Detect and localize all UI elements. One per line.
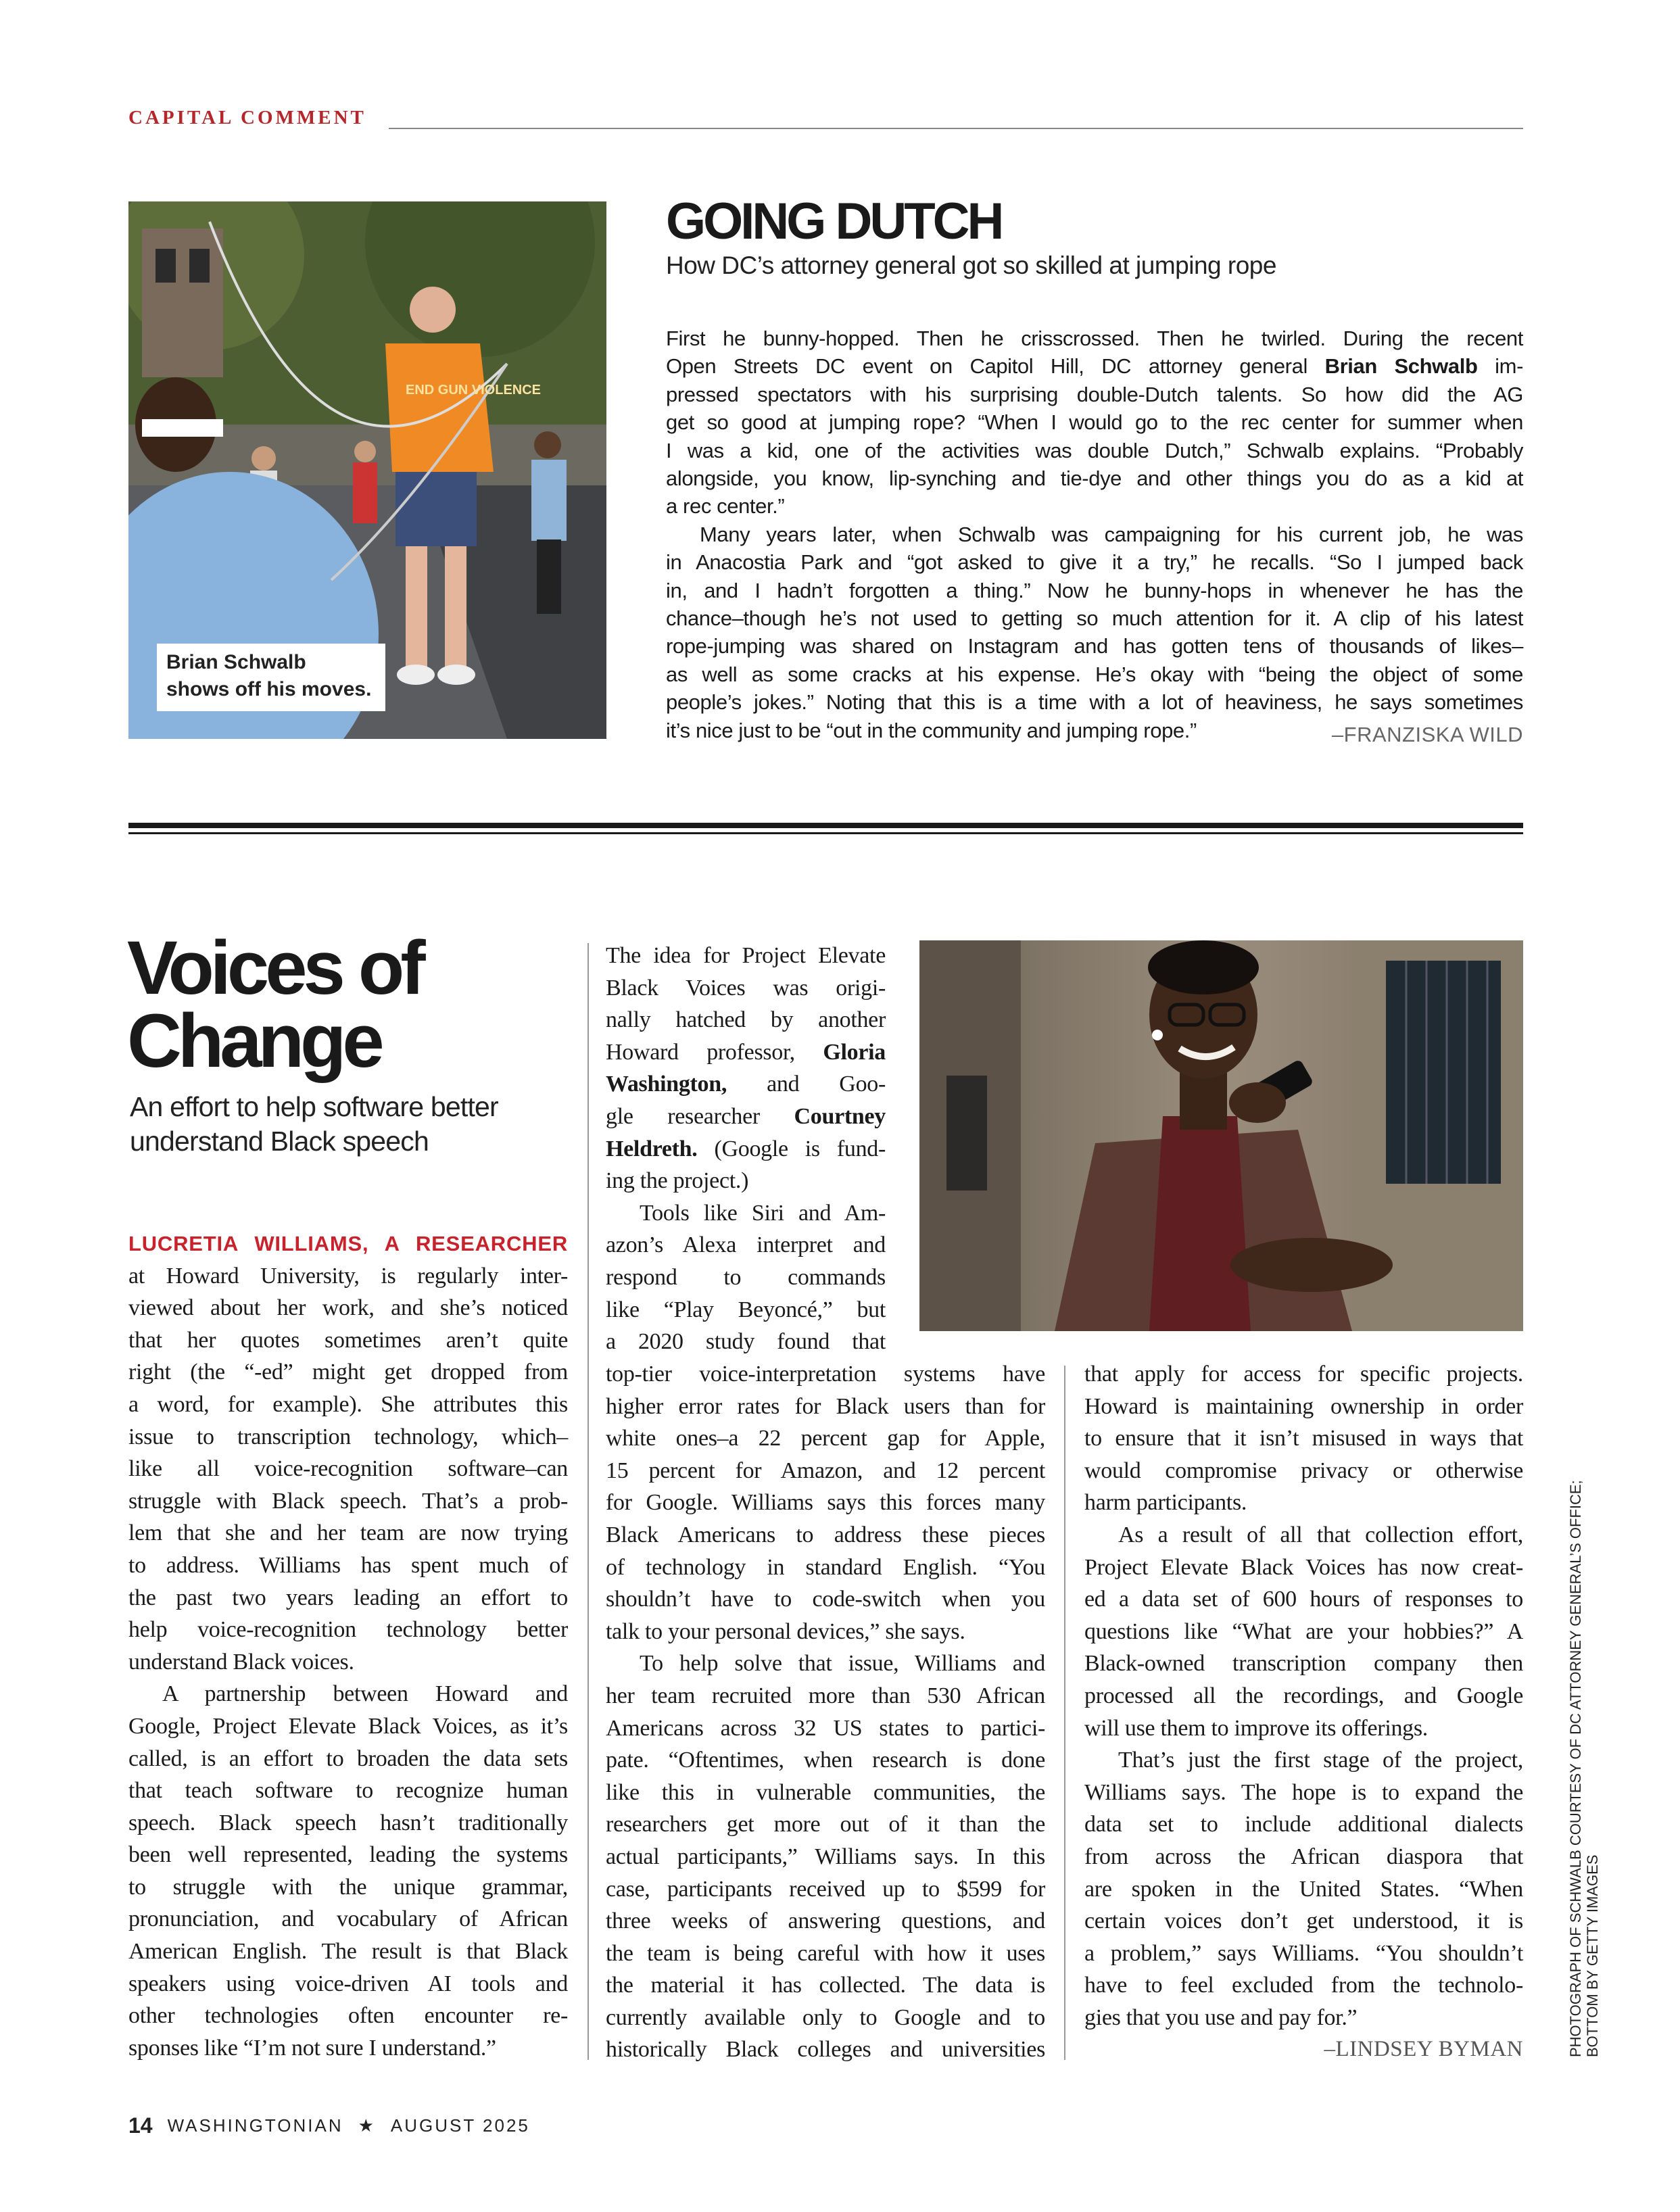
caption-line: Brian Schwalb	[166, 651, 306, 673]
text-line: lem that she and her team are now trying	[128, 1520, 568, 1546]
text-line: sponses like “I’m not sure I understand.”	[128, 2035, 496, 2061]
article-deck: How DC’s attorney general got so skilled at jumping rope	[666, 251, 1276, 279]
text-line: get so good at jumping rope? “When I would go to the rec center for summer when	[666, 410, 1523, 435]
text-line: a problem,” says Williams. “You shouldn’t	[1084, 1940, 1523, 1966]
bold-name: Heldreth.	[606, 1136, 698, 1161]
publication-name: WASHINGTONIAN	[167, 2115, 343, 2136]
text-line: the past two years leading an effort to	[128, 1585, 568, 1610]
title-line: Change	[127, 999, 381, 1083]
text-line: researchers get more out of it than the	[606, 1812, 1045, 1837]
text-line: talk to your personal devices,” she says.	[606, 1618, 965, 1644]
text-line: case, participants received up to $599 for	[606, 1876, 1045, 1902]
article-title: GOING DUTCH	[666, 193, 1002, 250]
text-line: from across the African diaspora that	[1084, 1844, 1523, 1869]
text-line: ing the project.)	[606, 1168, 749, 1194]
text-line: 15 percent for Amazon, and 12 percent	[606, 1458, 1045, 1483]
photo-credit	[1567, 1480, 1601, 2057]
bold-name: Brian Schwalb	[1324, 354, 1478, 379]
article-deck: An effort to help software better understand Black speech	[130, 1091, 498, 1157]
text-line: it’s nice just to be “out in the community and jumping rope.”	[666, 718, 1197, 742]
text-line: would compromise privacy or otherwise	[1084, 1458, 1523, 1483]
text-line: speakers using voice-driven AI tools and	[128, 1971, 568, 1996]
text-line: will use them to improve its offerings.	[1084, 1715, 1428, 1741]
title-line: Voices of	[127, 925, 422, 1010]
text-line: that her quotes sometimes aren’t quite	[128, 1327, 568, 1353]
text-line: that teach software to recognize human	[128, 1778, 568, 1804]
byline: –FRANZISKA WILD	[1331, 723, 1523, 746]
text-line: pate. “Oftentimes, when research is done	[606, 1748, 1045, 1773]
star-separator-icon: ★	[358, 2115, 376, 2136]
text-line: to ensure that it isn’t misused in ways that	[1084, 1426, 1523, 1451]
text-line: actual participants,” Williams says. In this	[606, 1844, 1045, 1869]
text-line: Black Americans to address these pieces	[606, 1522, 1045, 1547]
text-line: the team is being careful with how it uses	[606, 1940, 1045, 1966]
text-line: that apply for access for specific projects.	[1084, 1362, 1523, 1387]
column-3	[1084, 1358, 1523, 2066]
text-line: help voice-recognition technology better	[128, 1617, 568, 1643]
text-line: pronunciation, and vocabulary of African	[128, 1906, 568, 1932]
text-line: ed a data set of 600 hours of responses to	[1084, 1587, 1523, 1612]
text-line: respond to commands	[606, 1264, 886, 1290]
section-rule	[389, 128, 1523, 129]
text-line: Many years later, when Schwalb was campaigning for his current job, he was	[700, 522, 1523, 546]
text-line: in, and I hadn’t forgotten a thing.” Now he bunny-hops in whenever he has the	[666, 578, 1523, 602]
lead-in: LUCRETIA WILLIAMS, A RESEARCHER	[128, 1232, 568, 1255]
text-line: Black Voices was origi-	[606, 975, 886, 1001]
text-line: understand Black voices.	[128, 1649, 354, 1675]
credit-line: BOTTOM BY GETTY IMAGES	[1584, 1854, 1601, 2057]
credit-line: PHOTOGRAPH OF SCHWALB COURTESY OF DC ATTORNEY GENERAL’S OFFICE;	[1567, 1480, 1584, 2057]
article-body	[666, 324, 1523, 744]
text-line: processed all the recordings, and Google	[1084, 1683, 1523, 1708]
text-line: right (the “-ed” might get dropped from	[128, 1360, 568, 1385]
text-line: azon’s Alexa interpret and	[606, 1232, 886, 1258]
text-line: A partnership between Howard and	[162, 1681, 568, 1707]
text-line: her team recruited more than 530 African	[606, 1683, 1045, 1708]
text-line: have to feel excluded from the technolo-	[1084, 1973, 1523, 1998]
text-line: viewed about her work, and she’s noticed	[128, 1295, 568, 1321]
text-line: Howard professor, Gloria	[606, 1039, 886, 1065]
text-line: higher error rates for Black users than for	[606, 1393, 1045, 1419]
article-title	[127, 925, 422, 1083]
column-rule	[1064, 1366, 1065, 2060]
text-line: Project Elevate Black Voices has now creat-	[1084, 1554, 1523, 1580]
text-line: American English. The result is that Black	[128, 1939, 568, 1965]
text-line: people’s jokes.” Noting that this is a time with a lot of heaviness, he says sometimes	[666, 690, 1523, 715]
bold-name: Gloria	[823, 1039, 886, 1065]
text-line: The idea for Project Elevate	[606, 943, 886, 968]
text-line: Black-owned transcription company then	[1084, 1651, 1523, 1677]
text-line: a 2020 study found that	[606, 1329, 886, 1355]
section-divider	[128, 823, 1523, 828]
text-line: data set to include additional dialects	[1084, 1812, 1523, 1837]
text-line: As a result of all that collection effort,	[1118, 1522, 1523, 1547]
text-line: alongside, you know, lip-synching and tie-dye and other things you do as a kid at	[666, 466, 1523, 491]
text-line: like this in vulnerable communities, the	[606, 1779, 1045, 1805]
text-line: called, is an effort to broaden the data sets	[128, 1746, 568, 1771]
bold-name: Washington,	[606, 1072, 727, 1097]
text-line: harm participants.	[1084, 1490, 1247, 1516]
shirt-text: END GUN VIOLENCE	[406, 383, 542, 398]
column-2	[606, 1358, 1045, 2066]
text-line: Washington, and Goo-	[606, 1072, 886, 1097]
text-line: a word, for example). She attributes this	[128, 1391, 568, 1417]
text-line: To help solve that issue, Williams and	[640, 1651, 1045, 1677]
text-line: chance–though he’s not used to getting so much attention for it. A clip of his latest	[666, 606, 1523, 631]
text-line: Howard is maintaining ownership in order	[1084, 1393, 1523, 1419]
text-line: to address. Williams has spent much of	[128, 1552, 568, 1578]
text-line: been well represented, leading the systems	[128, 1842, 568, 1868]
text-line: speech. Black speech hasn’t traditionally	[128, 1810, 568, 1835]
text-line: certain voices don’t get understood, it is	[1084, 1908, 1523, 1934]
text-line: pressed spectators with his surprising double-Dutch talents. So how did the AG	[666, 382, 1523, 406]
text-line: shouldn’t have to code-switch when you	[606, 1587, 1045, 1612]
text-line: nally hatched by another	[606, 1007, 886, 1033]
text-line: of technology in standard English. “You	[606, 1554, 1045, 1580]
page-number: 14	[128, 2113, 153, 2138]
column-1	[128, 1228, 568, 2064]
text-line: historically Black colleges and universities	[606, 2037, 1045, 2063]
text-line: gies that you use and pay for.”	[1084, 2004, 1358, 2030]
text-line: for Google. Williams says this forces many	[606, 1490, 1045, 1516]
text-line: Tools like Siri and Am-	[640, 1200, 886, 1226]
caption-line: shows off his moves.	[166, 678, 372, 700]
text-line: questions like “What are your hobbies?” A	[1084, 1618, 1523, 1644]
text-line: Open Streets DC event on Capitol Hill, DC attorney general Brian Schwalb im-	[666, 354, 1523, 379]
text-line: white ones–a 22 percent gap for Apple,	[606, 1426, 1045, 1451]
text-line: That’s just the first stage of the project,	[1118, 1748, 1523, 1773]
bold-name: Courtney	[794, 1103, 886, 1129]
text-line: are spoken in the United States. “When	[1084, 1876, 1523, 1902]
text-line: struggle with Black speech. That’s a prob-	[128, 1488, 568, 1514]
text-line: as well as some cracks at his expense. He’s okay with “being the object of some	[666, 662, 1523, 686]
byline: –LINDSEY BYMAN	[1324, 2037, 1523, 2062]
text-line: Google, Project Elevate Black Voices, as it’s	[128, 1713, 568, 1739]
text-line: rope-jumping was shared on Instagram and has gotten tens of thousands of likes–	[666, 634, 1523, 658]
text-line: the material it has collected. The data is	[606, 1973, 1045, 1998]
text-line: three weeks of answering questions, and	[606, 1908, 1045, 1934]
column-2-narrow	[606, 940, 886, 1358]
text-line: Americans across 32 US states to partici-	[606, 1715, 1045, 1741]
section-label: CAPITAL COMMENT	[128, 107, 366, 128]
issue-date: AUGUST 2025	[390, 2115, 530, 2136]
photo-caption	[157, 644, 385, 711]
text-line: First he bunny-hopped. Then he crisscrossed. Then he twirled. During the recent	[666, 327, 1523, 350]
text-line: at Howard University, is regularly inter-	[128, 1263, 568, 1289]
text-line: in Anacostia Park and “got asked to give it a try,” he recalls. “So I jumped back	[666, 550, 1523, 575]
text-line: Williams says. The hope is to expand the	[1084, 1779, 1523, 1805]
text-line: like “Play Beyoncé,” but	[606, 1297, 886, 1322]
text-line: like all voice-recognition software–can	[128, 1456, 568, 1482]
text-line: I was a kid, one of the activities was double Dutch,” Schwalb explains. “Probably	[666, 438, 1523, 462]
text-line: Heldreth. (Google is fund-	[606, 1136, 886, 1161]
column-rule	[587, 943, 589, 2060]
text-line: a rec center.”	[666, 494, 785, 519]
page-footer	[128, 2113, 530, 2138]
photo-man-speaking-into-phone	[919, 940, 1523, 1331]
text-line: to struggle with the unique grammar,	[128, 1874, 568, 1900]
section-divider-thin	[128, 832, 1523, 834]
text-line: other technologies often encounter re-	[128, 2003, 568, 2029]
text-line: top-tier voice-interpretation systems have	[606, 1362, 1045, 1387]
text-line: gle researcher Courtney	[606, 1103, 886, 1129]
text-line: currently available only to Google and to	[606, 2004, 1045, 2030]
text-line: issue to transcription technology, which–	[128, 1424, 568, 1449]
